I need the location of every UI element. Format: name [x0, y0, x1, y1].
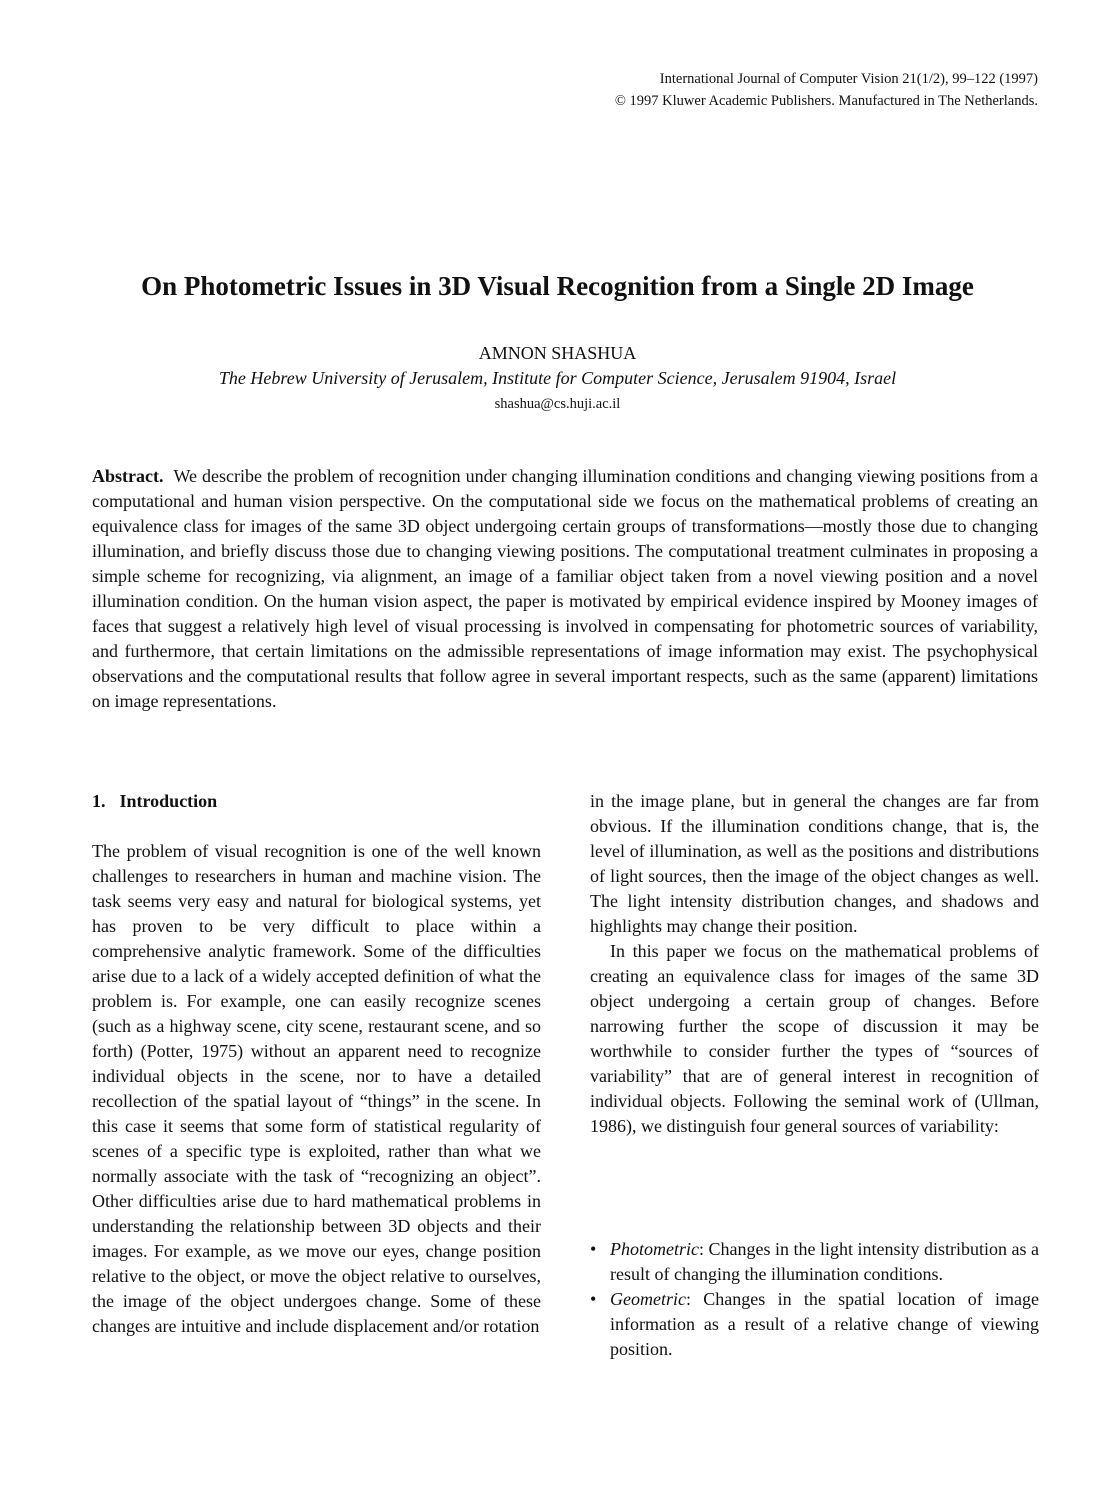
right-column: [590, 789, 1039, 1139]
bullet-text: : Changes in the spatial location of image information as a result of a relative change of viewing position.: [610, 1289, 1039, 1359]
list-item: [590, 1237, 1039, 1287]
intro-paragraph-1: The problem of visual recognition is one of the well known challenges to researchers in human and machine vision. The task seems very easy and natural for biological systems, yet has proven to be very difficult to place within a comprehensive analytic framework. Some of the difficulties arise due to a lack of a widely accepted definition of what the problem is. For example, one can easily recognize scenes (such as a highway scene, city scene, restaurant scene, and so forth) (Potter, 1975) without an apparent need to recognize individual objects in the scene, nor to have a detailed recollection of the spatial layout of “things” in the scene. In this case it seems that some form of statistical regularity of scenes of a specific type is exploited, rather than what we normally associate with the task of “recognizing an object”. Other difficulties arise due to hard mathematical problems in understanding the relationship between 3D objects and their images. For example, as we move our eyes, change position relative to the object, or move the object relative to ourselves, the image of the object undergoes change. Some of these changes are intuitive and include displacement and/or rotation: [92, 841, 541, 1336]
paper-title: On Photometric Issues in 3D Visual Recognition from a Single 2D Image: [141, 271, 974, 301]
abstract-text: We describe the problem of recognition under changing illumination conditions and changing viewing positions from a computational and human vision perspective. On the computational side we focus on the mathematical problems of creating an equivalence class for images of the same 3D object undergoing certain groups of transformations—mostly those due to changing illumination, and briefly discuss those due to changing viewing positions. The computational treatment culminates in proposing a simple scheme for recognizing, via alignment, an image of a familiar object taken from a novel viewing position and a novel illumination condition. On the human vision aspect, the paper is motivated by empirical evidence inspired by Mooney images of faces that suggest a relatively high level of visual processing is involved in compensating for photometric sources of variability, and furthermore, that certain limitations on the admissible representations of image information may exist. The psychophysical observations and the computational results that follow agree in several important respects, such as the same (apparent) limitations on image representations.: [92, 466, 1038, 711]
abstract: [92, 464, 1038, 714]
author-email: shashua@cs.huji.ac.il: [494, 396, 621, 412]
bullet-text: : Changes in the light intensity distribution as a result of changing the illumination conditions.: [610, 1239, 1039, 1284]
left-column: [92, 789, 541, 1339]
author-name: AMNON SHASHUA: [478, 343, 637, 363]
intro-paragraph-2: In this paper we focus on the mathematical problems of creating an equivalence class for images of the same 3D object undergoing a certain group of changes. Before narrowing further the scope of discussion it may be worthwhile to consider further the types of “sources of variability” that are of general interest in recognition of individual objects. Following the seminal work of (Ullman, 1986), we distinguish four general sources of variability:: [590, 941, 1039, 1136]
copyright-line: © 1997 Kluwer Academic Publishers. Manufactured in The Netherlands.: [614, 93, 1038, 109]
journal-header: [615, 68, 1038, 112]
list-item: [590, 1287, 1039, 1362]
intro-paragraph-1-continued: in the image plane, but in general the changes are far from obvious. If the illumination conditions change, that is, the level of illumination, as well as the positions and distributions of light sources, then the image of the object changes as well. The light intensity distribution changes, and shadows and highlights may change their position.: [590, 791, 1039, 936]
bullet-icon: •: [590, 1239, 597, 1259]
abstract-label: Abstract.: [92, 466, 164, 486]
bullet-icon: •: [590, 1289, 597, 1309]
journal-citation: International Journal of Computer Vision 21(1/2), 99–122 (1997): [659, 71, 1038, 87]
section-heading: [92, 789, 541, 814]
section-number: 1.: [92, 791, 106, 811]
variability-list: [590, 1237, 1039, 1362]
bullet-term: Photometric: [610, 1239, 699, 1259]
author-affiliation: The Hebrew University of Jerusalem, Institute for Computer Science, Jerusalem 91904, Israel: [218, 368, 897, 388]
bullet-term: Geometric: [610, 1289, 686, 1309]
section-title: Introduction: [119, 791, 218, 811]
